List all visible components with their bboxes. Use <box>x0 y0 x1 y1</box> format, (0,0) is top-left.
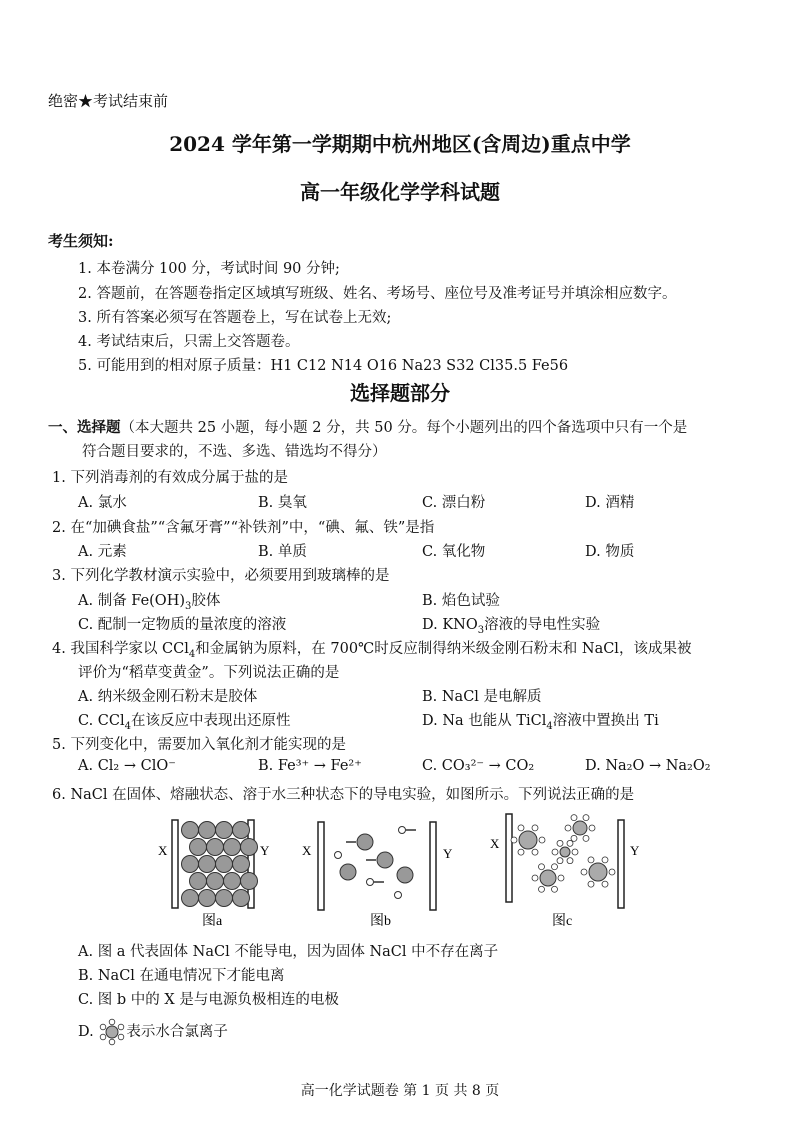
q5-option-b: B. Fe³⁺ → Fe²⁺ <box>258 758 362 774</box>
figure-a-electrode-y: Y <box>260 843 270 858</box>
lattice-ion <box>207 873 224 890</box>
question-4-stem-2: 评价为“稻草变黄金”。下列说法正确的是 <box>78 665 340 681</box>
q1-option-c: C. 漂白粉 <box>422 495 486 511</box>
q4-stem-text-2: 和金属钠为原料，在 700℃时反应制得纳米级金刚石粉末和 NaCl，该成果被 <box>195 641 692 657</box>
q3-option-a-text-2: 胶体 <box>191 593 221 609</box>
figure-b-caption: 图b <box>370 914 391 929</box>
figure-b-electrode-right <box>430 822 436 910</box>
q1-option-a: A. 氯水 <box>78 495 127 511</box>
q5-option-c: C. CO₃²⁻ → CO₂ <box>422 758 535 774</box>
question-1-stem: 1. 下列消毒剂的有效成分属于盐的是 <box>52 470 288 486</box>
figure-b-electrode-left <box>318 822 324 910</box>
figure-c <box>490 814 640 908</box>
notice-item: 3. 所有答案必须写在答题卷上，写在试卷上无效; <box>78 310 392 326</box>
exam-subtitle: 高一年级化学学科试题 <box>300 180 500 204</box>
q6-option-d-text: 表示水合氯离子 <box>126 1024 228 1040</box>
lattice-ion <box>241 873 258 890</box>
q6-option-c: C. 图 b 中的 X 是与电源负极相连的电极 <box>78 992 339 1008</box>
figure-a-electrode-x: X <box>158 843 168 858</box>
q4-option-d-text: D. Na 也能从 TiCl <box>422 713 547 729</box>
question-4-stem <box>52 637 691 660</box>
q3-option-b: B. 焰色试验 <box>422 593 500 609</box>
figure-b-electrode-y: Y <box>443 846 453 861</box>
nacl-lattice <box>182 822 258 907</box>
q2-option-d: D. 物质 <box>585 544 635 560</box>
q3-option-d-sub: 3 <box>477 624 485 636</box>
lattice-ion <box>216 822 233 839</box>
hydrated-ion <box>581 857 615 887</box>
hydrated-ion <box>532 864 564 893</box>
q2-option-c: C. 氧化物 <box>422 544 486 560</box>
q3-option-a-text: A. 制备 Fe(OH) <box>78 593 185 609</box>
lattice-ion <box>224 839 241 856</box>
q3-option-d-text-2: 溶液的导电性实验 <box>484 617 601 633</box>
figure-a <box>158 820 270 908</box>
lattice-ion <box>199 822 216 839</box>
ion-large <box>377 852 393 868</box>
lattice-ion <box>233 890 250 907</box>
notice-item: 1. 本卷满分 100 分，考试时间 90 分钟; <box>78 261 340 277</box>
lattice-ion <box>182 822 199 839</box>
q5-option-d: D. Na₂O → Na₂O₂ <box>585 758 711 774</box>
q6-option-a: A. 图 a 代表固体 NaCl 不能导电，因为固体 NaCl 中不存在离子 <box>78 944 499 960</box>
lattice-ion <box>233 856 250 873</box>
q4-option-c-text-2: 在该反应中表现出还原性 <box>131 713 291 729</box>
q4-option-c-sub: 4 <box>124 720 131 732</box>
question-6-stem: 6. NaCl 在固体、熔融状态、溶于水三种状态下的导电实验，如图所示。下列说法正确的是 <box>52 787 635 803</box>
q6-option-d-label: D. <box>78 1024 94 1040</box>
question-5-stem: 5. 下列变化中，需要加入氧化剂才能实现的是 <box>52 737 346 753</box>
q6-option-b: B. NaCl 在通电情况下才能电离 <box>78 968 285 984</box>
figure-b-electrode-x: X <box>302 843 312 858</box>
lattice-ion <box>182 890 199 907</box>
lattice-ion <box>207 839 224 856</box>
notice-item: 4. 考试结束后，只需上交答题卷。 <box>78 334 300 350</box>
hydrated-ion <box>511 825 545 855</box>
q3-option-d-text: D. KNO <box>422 617 478 633</box>
ion-large <box>357 834 373 850</box>
ion-small <box>399 827 406 834</box>
q6-option-d <box>78 1018 228 1046</box>
question-3-stem: 3. 下列化学教材演示实验中，必须要用到玻璃棒的是 <box>52 568 390 584</box>
part-heading: 一、选择题 <box>48 419 121 436</box>
lattice-ion <box>199 890 216 907</box>
lattice-ion <box>190 839 207 856</box>
q4-option-d-text-2: 溶液中置换出 Ti <box>552 713 659 729</box>
ion-small <box>367 879 374 886</box>
page-footer: 高一化学试题卷 第 1 页 共 8 页 <box>300 1083 500 1099</box>
q4-option-d <box>422 709 659 732</box>
exam-title: 2024 学年第一学期期中杭州地区(含周边)重点中学 <box>169 132 631 156</box>
confidential-label: 绝密★考试结束前 <box>48 92 169 110</box>
q2-option-a: A. 元素 <box>78 544 127 560</box>
lattice-ion <box>190 873 207 890</box>
lattice-ion <box>224 873 241 890</box>
figure-c-electrode-x: X <box>490 836 500 851</box>
q4-option-d-sub: 4 <box>546 720 553 732</box>
ion-small <box>395 892 402 899</box>
q3-option-a-sub: 3 <box>185 600 192 612</box>
lattice-ion <box>241 839 258 856</box>
figure-b <box>302 822 453 910</box>
q1-option-d: D. 酒精 <box>585 495 635 511</box>
lattice-ion <box>216 890 233 907</box>
figure-a-caption: 图a <box>202 914 223 929</box>
figure-c-electrode-right <box>618 820 624 908</box>
lattice-ion <box>216 856 233 873</box>
part-desc-2: 符合题目要求的，不选、多选、错选均不得分） <box>82 444 387 460</box>
ion-large <box>397 867 413 883</box>
q1-option-b: B. 臭氧 <box>258 495 307 511</box>
molten-ions <box>335 827 417 899</box>
q3-option-c: C. 配制一定物质的量浓度的溶液 <box>78 617 287 633</box>
lattice-ion <box>199 856 216 873</box>
q4-option-c-text: C. CCl <box>78 713 125 729</box>
q5-option-a: A. Cl₂ → ClO⁻ <box>78 758 176 774</box>
hydrated-ion <box>565 815 595 842</box>
figure-c-electrode-y: Y <box>630 843 640 858</box>
hydrated-ion <box>552 840 578 863</box>
notice-heading: 考生须知: <box>48 232 114 250</box>
figure-a-electrode-left <box>172 820 178 908</box>
hydrated-chloride-icon <box>98 1018 126 1046</box>
lattice-ion <box>233 822 250 839</box>
question-2-stem: 2. 在“加碘食盐”“含氟牙膏”“补铁剂”中，“碘、氟、铁”是指 <box>52 520 435 536</box>
notice-item: 5. 可能用到的相对原子质量：H1 C12 N14 O16 Na23 S32 Cl35.5 Fe56 <box>78 358 569 374</box>
q4-stem-sub: 4 <box>188 648 196 660</box>
section-title: 选择题部分 <box>350 381 450 405</box>
q4-option-c <box>78 709 291 732</box>
ion-small <box>335 852 342 859</box>
q3-option-a <box>78 589 220 612</box>
q4-option-b: B. NaCl 是电解质 <box>422 689 542 705</box>
hydrated-ions <box>511 815 615 893</box>
part-intro <box>48 416 687 437</box>
q4-stem-text: 4. 我国科学家以 CCl <box>52 641 189 657</box>
q3-option-d <box>422 613 600 636</box>
part-desc: （本大题共 25 小题，每小题 2 分，共 50 分。每个小题列出的四个备选项中只有一个是 <box>120 420 688 436</box>
q2-option-b: B. 单质 <box>258 544 307 560</box>
figure-c-caption: 图c <box>552 914 573 929</box>
lattice-ion <box>182 856 199 873</box>
ion-large <box>340 864 356 880</box>
notice-item: 2. 答题前，在答题卷指定区域填写班级、姓名、考场号、座位号及准考证号并填涂相应数字。 <box>78 286 677 302</box>
figure-c-electrode-left <box>506 814 512 902</box>
q4-option-a: A. 纳米级金刚石粉末是胶体 <box>78 689 258 705</box>
conductivity-figures <box>150 800 670 930</box>
